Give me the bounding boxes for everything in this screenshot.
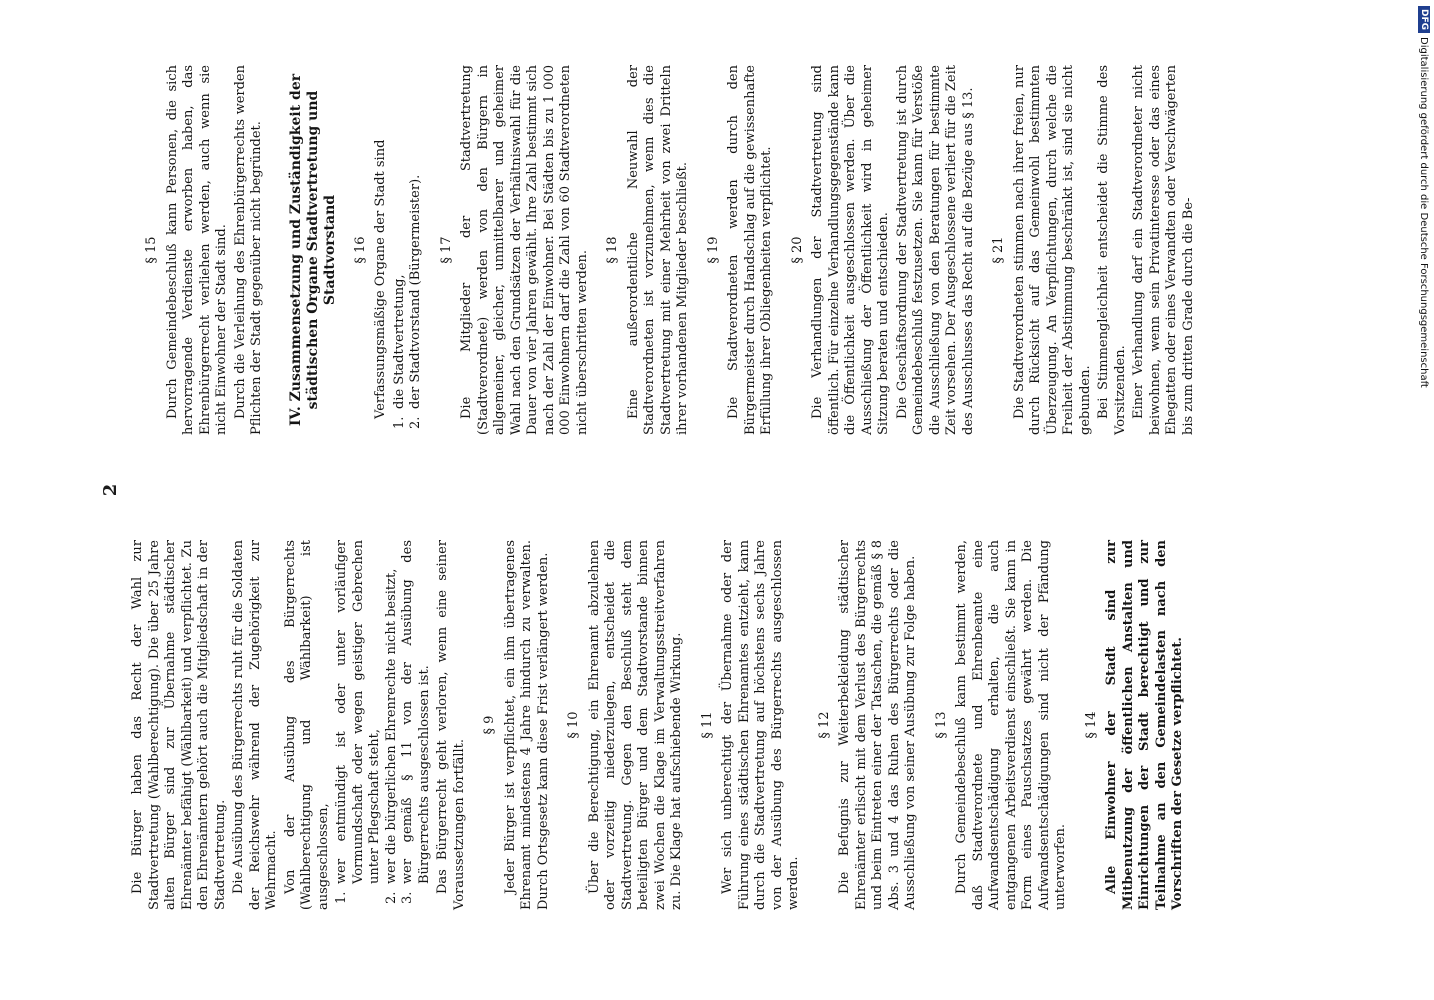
dfg-credit-text-wrap (1414, 6, 1432, 406)
chapter-heading-iv: IV. Zusammensetzung und Zuständigkeit der städtischen Organe Stadtvertretung und Stadtvorstand (287, 73, 338, 427)
section-20-text: Die Verhandlungen der Stadtvertretung sind öffentlich. Für einzelne Verhandlungsgegenstände kann die Öffentlichkeit ausgeschlossen werden. Über die Ausschließung der Öffentlichkeit wird in geheimer Sitzung beraten und entschieden. (810, 65, 891, 435)
rotated-content (100, 65, 1310, 910)
paragraph-voting-rights: Die Bürger haben das Recht der Wahl zur Stadtvertretung (Wahlberechtigung). Die über 25 Jahre alten Bürger sind zur Übernahme städtischer Ehrenämter befähigt (Wählbarkeit) und verpflichtet. Zu den Ehrenämtern gehört auch die Mitgliedschaft in der Stadtvertretung. (130, 540, 228, 910)
exclusion-list (334, 540, 433, 910)
section-heading-18: § 18 (605, 236, 620, 264)
section-10-text: Über die Berechtigung, ein Ehrenamt abzulehnen oder vorzeitig niederzulegen, entscheidet die Stadtvertretung. Gegen den Beschluß steht dem beteiligten Bürger und dem Stadtvorstande binnen zwei Wochen die Klage im Verwaltungsstreitverfahren zu. Die Klage hat aufschiebende Wirkung. (586, 540, 684, 910)
document-sheet (100, 65, 1310, 910)
section-21-text-3: Einer Verhandlung darf ein Stadtverordneter nicht beiwohnen, wenn sein Privatinteresse oder das eines Ehegatten oder eines Verwandten oder Verschwägerten bis zum dritten Grade durch die Be- (1131, 65, 1196, 435)
section-12-text: Die Befugnis zur Weiterbekleidung städtischer Ehrenämter erlischt mit dem Verlust des Bürgerrechts und beim Eintreten einer der Tatsachen, die gemäß § 8 Abs. 3 und 4 das Ruhen des Bürgerrechts oder die Ausschließung von seiner Ausübung zur Folge haben. (837, 540, 918, 910)
section-heading-20: § 20 (789, 236, 805, 264)
right-column (130, 65, 1199, 435)
section-heading-13: § 13 (933, 711, 949, 739)
section-heading-15: § 15 (144, 236, 159, 264)
section-heading-10: § 10 (566, 711, 581, 739)
list-item: 1. wer entmündigt ist oder unter vorläufiger Vormundschaft oder wegen geistiger Gebrechen unter Pflegschaft steht, (334, 540, 382, 904)
section-15-text-2: Durch die Verleihung des Ehrenbürgerrechts werden Pflichten der Stadt gegenüber nicht begründet. (232, 65, 264, 435)
section-19-text: Die Stadtverordneten werden durch den Bürgermeister durch Handschlag auf die gewissenhafte Erfüllung ihrer Obliegenheiten verpflichtet. (726, 65, 774, 435)
dfg-credit-text: Digitalisierung gefördert durch die Deutsche Forschungsgemeinschaft (1418, 37, 1429, 388)
section-heading-14: § 14 (1083, 711, 1099, 739)
section-16-text: Verfassungsmäßige Organe der Stadt sind (373, 139, 388, 419)
section-heading-21: § 21 (991, 236, 1006, 264)
section-13-text: Durch Gemeindebeschluß kann bestimmt werden, daß Stadtverordnete und Ehrenbeamte eine Aufwandsentschädigung erhalten, die auch entgangenen Arbeitsverdienst einschließt. Sie kann in Form eines Pauschsatzes gewährt werden. Die Aufwandsentschädigungen sind nicht der Pfändung unterworfen. (954, 540, 1068, 910)
paragraph-exclusion: Von der Ausübung des Bürgerrechts (Wahlberechtigung und Wählbarkeit) ist ausgeschlossen, (282, 540, 331, 910)
paragraph-loss: Das Bürgerrecht geht verloren, wenn eine seiner Voraussetzungen fortfällt. (435, 540, 467, 910)
section-heading-11: § 11 (699, 711, 715, 739)
section-9-text: Jeder Bürger ist verpflichtet, ein ihm übertragenes Ehrenamt mindestens 4 Jahre hindurch zu verwalten. Durch Ortsgesetz kann diese Frist verlängert werden. (502, 540, 551, 910)
paragraph-reichswehr: Die Ausübung des Bürgerrechts ruht für die Soldaten der Reichswehr während der Zugehörigkeit zur Wehrmacht. (231, 540, 279, 910)
list-item: 3. wer gemäß § 11 von der Ausübung des Bürgerrechts ausgeschlossen ist. (400, 540, 432, 904)
section-21-text-2: Bei Stimmengleichheit entscheidet die Stimme des Vorsitzenden. (1096, 65, 1128, 435)
page-number: 2 (100, 483, 121, 497)
section-20-text-2: Die Geschäftsordnung der Stadtvertretung ist durch Gemeindebeschluß festzusetzen. Sie kann für Verstöße die Ausschließung von den Beratungen für bestimmte Zeit vorsehen. Der Ausgeschlossene verliert für die Zeit des Ausschlusses das Recht auf die Bezüge aus § 13. (894, 65, 976, 435)
section-18-text: Eine außerordentliche Neuwahl der Stadtverordneten ist vorzunehmen, wenn dies die Stadtvertretung mit einer Mehrheit von zwei Dritteln ihrer vorhandenen Mitglieder beschließt. (625, 65, 690, 435)
section-heading-16: § 16 (352, 236, 368, 264)
left-column (130, 540, 1189, 910)
section-heading-19: § 19 (705, 236, 721, 264)
section-21-text: Die Stadtverordneten stimmen nach ihrer freien, nur durch Rücksicht auf das Gemeinwohl bestimmten Überzeugung. An Verpflichtungen, durch welche die Freiheit der Abstimmung beschränkt ist, sind sie nicht gebunden. (1011, 65, 1093, 435)
dfg-logo-badge: DFG (1418, 6, 1430, 33)
section-11-text: Wer sich unberechtigt der Übernahme oder der Führung eines städtischen Ehrenamtes entzieht, kann durch die Stadtvertretung auf höchstens sechs Jahre von der Ausübung des Bürgerrechts ausgeschlossen werden. (720, 540, 801, 910)
list-item: 2. wer die bürgerlichen Ehrenrechte nicht besitzt, (383, 568, 399, 904)
section-15-text: Durch Gemeindebeschluß kann Personen, die sich hervorragende Verdienste erworben haben, das Ehrenbürgerrecht verliehen werden, auch wenn sie nicht Einwohner der Stadt sind. (164, 65, 229, 435)
section-heading-9: § 9 (482, 715, 497, 735)
organs-list (392, 65, 425, 435)
list-item: 2. der Stadtvorstand (Bürgermeister). (408, 174, 423, 429)
section-heading-17: § 17 (438, 236, 454, 264)
section-17-text: Die Mitglieder der Stadtvertretung (Stadtverordnete) werden von den Bürgern in allgemeiner, gleicher, unmittelbarer und geheimer Wahl nach den Grundsätzen der Verhältniswahl für die Dauer von vier Jahren gewählt. Ihre Zahl bestimmt sich nach der Zahl der Einwohner. Bei Städten bis zu 1 000 000 Einwohnern darf die Zahl von 60 Stadtverordneten nicht überschritten werden. (459, 65, 590, 435)
dfg-credit-strip (1414, 6, 1432, 406)
section-heading-12: § 12 (816, 711, 832, 739)
section-14-text: Alle Einwohner der Stadt sind zur Mitbenutzung der öffentlichen Anstalten und Einrichtungen der Stadt berechtigt und zur Teilnahme an den Gemeindelasten nach den Vorschriften der Gesetze verpflichtet. (1104, 540, 1185, 910)
list-item: 1. die Stadtvertretung, (391, 274, 407, 429)
